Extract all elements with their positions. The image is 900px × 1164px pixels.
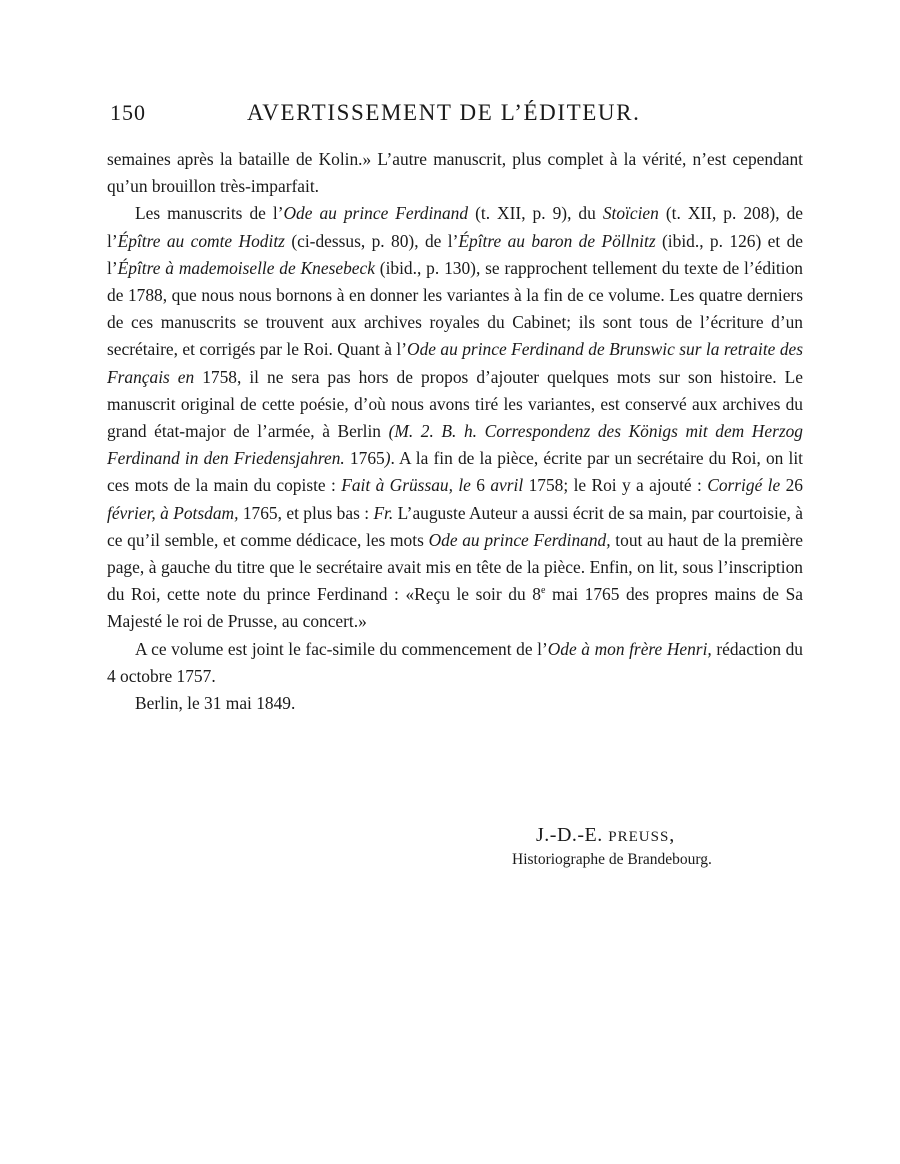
text-run: tout au haut de la première page, à gauche du titre que le secrétaire avait mis en tête de la pièce. Enfin, on lit, sous l’inscription du Roi, cette note du prince Ferdinand : «Reçu le soir du 8: [107, 529, 803, 605]
signature-name: [536, 824, 760, 847]
text-run: (ibid., p. 130), se rapprochent tellement du texte de l’édition de 1788, que nous nous bornons à en donner les variantes à la fin de ce volume. Les quatre derniers de ces manuscrits se trouvent aux archives royales du Cabinet; ils sont tous de l’écriture d’un secrétaire, et corrigés par le Roi. Quant à l’: [107, 257, 803, 360]
italic-run: avril: [490, 475, 524, 496]
text-run: (ci-dessus, p. 80), de l’: [284, 230, 459, 251]
italic-run: ): [384, 448, 391, 469]
dateline: Berlin, le 31 mai 1849.: [135, 693, 296, 714]
text-run: (ibid., p. 126) et de l’: [107, 230, 803, 278]
italic-run: Corrigé le: [707, 475, 781, 496]
signature-punct: ,: [669, 824, 675, 846]
signature-title: Historiographe de Brandebourg.: [512, 851, 712, 868]
text-run: 26: [780, 475, 803, 496]
italic-run: Épître à mademoiselle de Knesebeck: [117, 257, 375, 278]
body-text: [107, 146, 803, 717]
text-run: 6: [470, 475, 491, 496]
italic-run: février, à Potsdam,: [107, 502, 239, 523]
running-head: [110, 100, 670, 134]
italic-run: Ode au prince Ferdinand: [283, 203, 469, 224]
text-run: L’auguste Auteur a aussi écrit de sa main, par courtoisie, à ce qu’il semble, et comme dédicace, les mots: [107, 502, 803, 550]
italic-run: Stoïcien: [602, 203, 659, 224]
italic-run: Ode à mon frère Henri,: [547, 638, 712, 659]
signature-block: [500, 824, 760, 869]
italic-run: Épître au baron de Pöllnitz: [458, 230, 656, 251]
text-run: mai 1765 des propres mains de Sa Majesté le roi de Prusse, au concert.»: [107, 584, 803, 632]
text-run: Les manuscrits de l’: [135, 203, 284, 224]
text-run: . A la fin de la pièce, écrite par un secrétaire du Roi, on lit ces mots de la main du copiste :: [107, 448, 803, 496]
text-run: rédaction du 4 octobre 1757.: [107, 638, 803, 686]
paragraph-3: [107, 636, 803, 690]
text-run: A ce volume est joint le fac-simile du commencement de l’: [135, 638, 548, 659]
italic-run: Épître au comte Hoditz: [117, 230, 285, 251]
text-run: 1758, il ne sera pas hors de propos d’ajouter quelques mots sur son histoire. Le manuscrit original de cette poésie, d’où nous avons tiré les variantes, est conservé aux archives du grand état-major de l’armée, à Berlin: [107, 366, 803, 442]
superscript: e: [540, 585, 546, 597]
paragraph-2: [107, 200, 803, 635]
signature-initials: J.-D.-E.: [536, 824, 609, 846]
italic-run: Fr.: [373, 502, 394, 523]
italic-run: (M. 2. B. h. Correspondenz des Königs mit dem Herzog Ferdinand in den Friedensjahren.: [107, 421, 804, 469]
italic-run: Fait à Grüssau, le: [341, 475, 471, 496]
text-run: 1765, et plus bas :: [238, 502, 374, 523]
paragraph-1: semaines après la bataille de Kolin.» L’autre manuscrit, plus complet à la vérité, n’est cependant qu’un brouillon très-imparfait.: [107, 149, 803, 197]
page-number: 150: [110, 100, 146, 125]
page-title: AVERTISSEMENT DE L’ÉDITEUR.: [247, 100, 641, 125]
italic-run: Ode au prince Ferdinand de Brunswic sur la retraite des Français en: [107, 339, 803, 387]
text-run: 1758; le Roi y a ajouté :: [523, 475, 708, 496]
text-run: (t. XII, p. 208), de l’: [107, 203, 803, 251]
signature-surname: PREUSS: [608, 829, 670, 845]
italic-run: Ode au prince Ferdinand,: [428, 529, 611, 550]
text-run: (t. XII, p. 9), du: [468, 203, 603, 224]
text-run: 1765: [344, 448, 385, 469]
